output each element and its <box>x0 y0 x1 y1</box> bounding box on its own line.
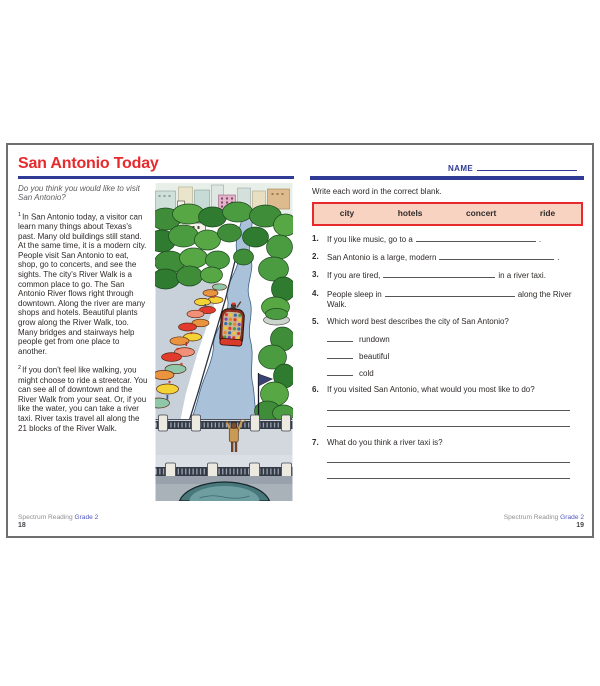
name-label: NAME <box>448 164 474 173</box>
write-line-q6-1[interactable] <box>327 408 570 411</box>
reading-passage <box>18 183 150 501</box>
word-bank-word: concert <box>466 207 497 218</box>
passage-paragraph-1: $^1$In San Antonio today, a visitor can learn many things about Texas's past. Many old buildings still stand. At the same time, it is a modern city. People visit San Antonio to eat, shop, go to concerts, and see the sights. The city's River Walk is a common place to go. The San Antonio River flows right through downtown. Along the river are many shops and hotels. Beautiful plants grow along the River Walk, too. Many bridges and stairways help people get from one place to another. <box>18 211 147 356</box>
question-3: 3. If you are tired, in a river taxi. <box>312 270 546 281</box>
question-5: 5. Which word best describes the city of San Antonio? <box>312 316 509 326</box>
planter <box>264 308 290 325</box>
choice-blank-2[interactable] <box>327 351 353 359</box>
page-number: 19 <box>576 522 584 529</box>
question-7: 7. What do you think a river taxi is? <box>312 437 443 447</box>
title-rule <box>18 176 294 179</box>
word-bank-word: city <box>339 207 355 218</box>
exercise-content <box>312 187 583 479</box>
footer-right <box>504 514 584 530</box>
question-4: 4. People sleep in along the River Walk. <box>312 288 572 309</box>
riverwalk-illustration <box>155 183 293 501</box>
name-write-line[interactable] <box>477 162 577 171</box>
trees-right-bank <box>255 327 294 421</box>
instructions: Write each word in the correct blank. <box>312 187 442 196</box>
paragraph-marker: 1 <box>18 211 22 218</box>
right-page <box>300 145 592 536</box>
choice-cold: cold <box>327 368 583 379</box>
workbook-spread <box>6 143 594 538</box>
answer-blank-4[interactable] <box>385 289 515 297</box>
write-line-q7-1[interactable] <box>327 460 570 463</box>
answer-blank-3[interactable] <box>383 270 495 278</box>
left-page <box>8 145 300 536</box>
question-1: 1. If you like music, go to a . <box>312 233 542 244</box>
header-rule <box>310 176 584 180</box>
passage-intro: Do you think you would like to visit San Antonio? <box>18 183 140 203</box>
page-number: 18 <box>18 522 26 529</box>
footer-series: Spectrum Reading <box>18 514 75 521</box>
question-2: 2. San Antonio is a large, modern . <box>312 251 560 262</box>
bridge <box>156 415 293 484</box>
answer-blank-1[interactable] <box>416 234 536 242</box>
answer-blank-2[interactable] <box>439 252 554 260</box>
footer-series: Spectrum Reading <box>503 514 561 521</box>
choice-beautiful: beautiful <box>327 351 583 362</box>
word-bank <box>312 202 583 226</box>
footer-grade: Grade 2 <box>74 514 99 521</box>
footer-left <box>18 514 98 530</box>
choice-rundown: rundown <box>327 334 583 345</box>
question-6: 6. If you visited San Antonio, what would you most like to do? <box>312 384 535 394</box>
write-line-q7-2[interactable] <box>327 476 570 479</box>
choice-blank-1[interactable] <box>327 334 353 342</box>
word-bank-word: ride <box>539 207 556 218</box>
choice-blank-3[interactable] <box>327 368 353 376</box>
bridge-arch <box>156 482 293 501</box>
page-title: San Antonio Today <box>18 155 159 172</box>
footer-grade: Grade 2 <box>560 514 584 521</box>
passage-paragraph-2: $^2$If you don't feel like walking, you might choose to ride a streetcar. You can see all of downtown and the River Walk from your seat. Or, if you like the water, you can take a river taxi. River taxis travel all along the 21 blocks of the River Walk. <box>18 365 148 433</box>
paragraph-marker: 2 <box>18 365 22 372</box>
write-line-q6-2[interactable] <box>327 424 570 427</box>
name-row <box>448 158 583 176</box>
word-bank-word: hotels <box>397 207 423 218</box>
